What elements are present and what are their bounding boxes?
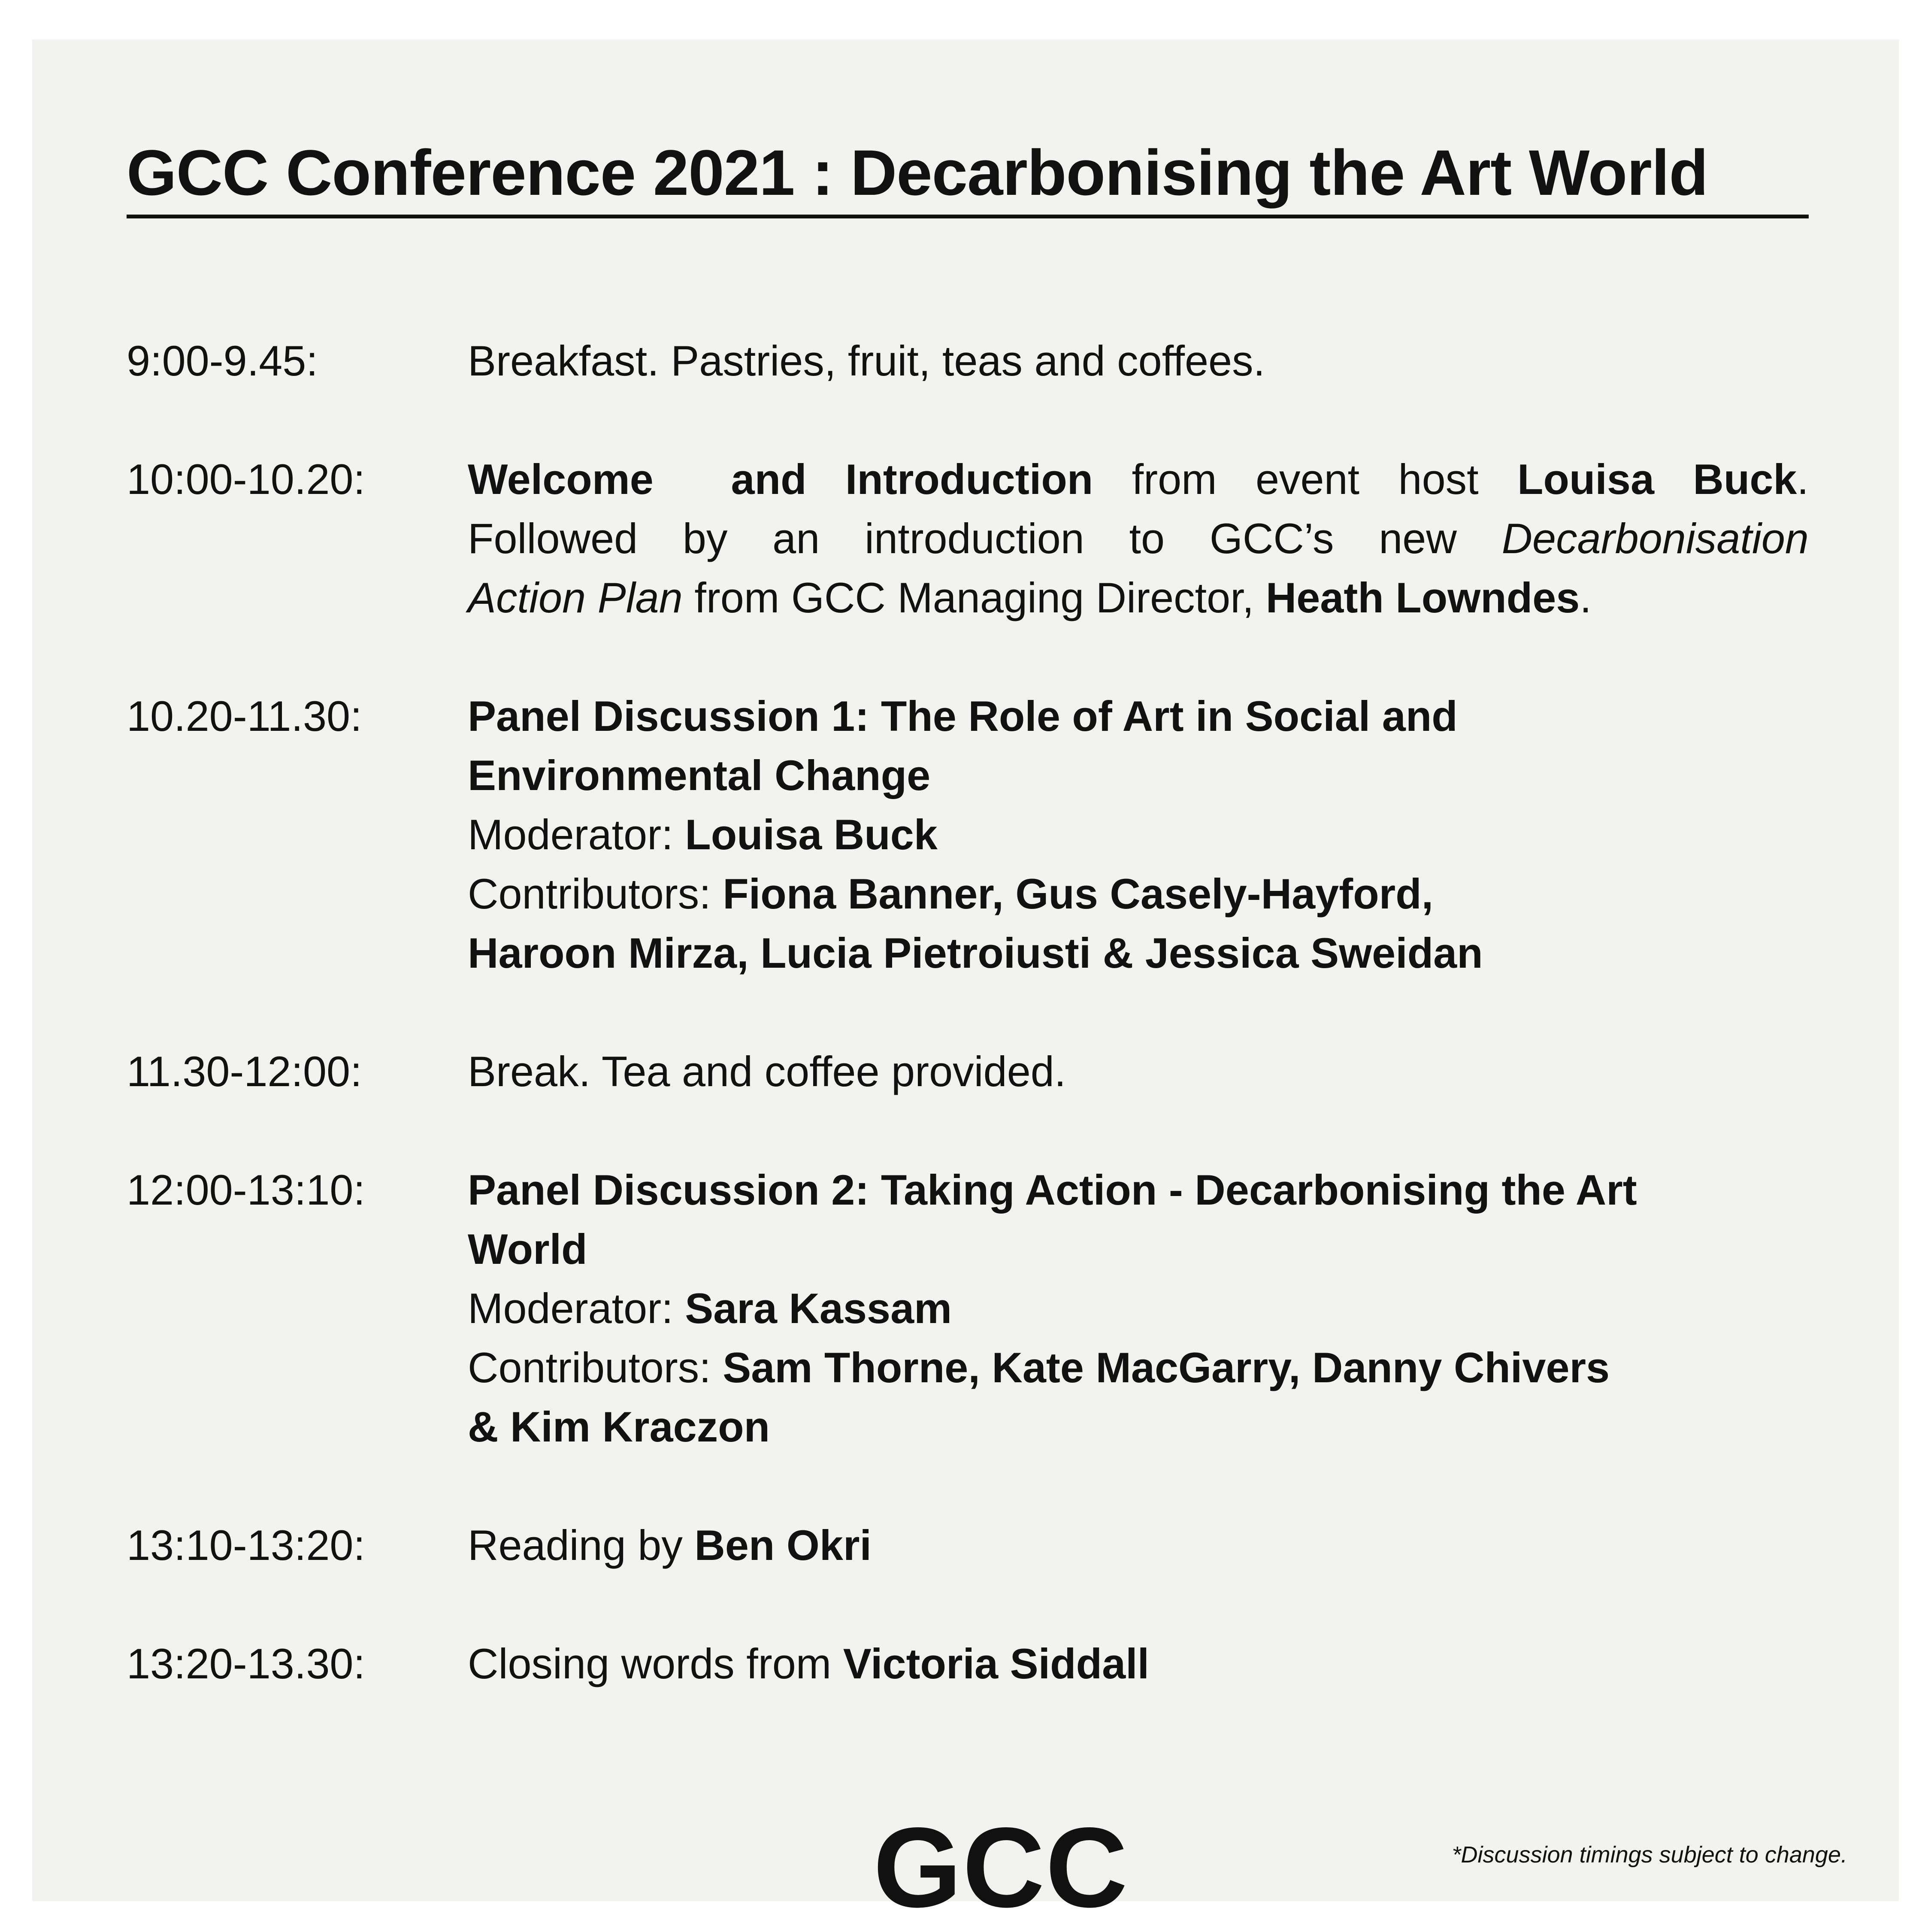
- agenda-item-panel-1: [127, 687, 1809, 983]
- description-line: [468, 805, 1809, 864]
- agenda-description: [468, 1042, 1809, 1101]
- agenda-item-panel-2: [127, 1160, 1809, 1457]
- description-text: Break. Tea and coffee provided.: [468, 1048, 1066, 1095]
- description-line: [468, 1516, 1809, 1575]
- agenda-item-closing: [127, 1634, 1809, 1693]
- description-line: [468, 1397, 1809, 1457]
- role-label: Moderator:: [468, 1284, 685, 1332]
- role-label: Moderator:: [468, 811, 685, 858]
- description-line: [468, 1220, 1809, 1279]
- role-label: Contributors:: [468, 1344, 723, 1391]
- agenda-time: 10.20-11.30:: [127, 692, 362, 740]
- agenda-time: 9:00-9.45:: [127, 337, 318, 385]
- description-line: [468, 509, 1809, 568]
- agenda-description: [468, 331, 1809, 391]
- description-line: [468, 1338, 1809, 1397]
- title-divider: [127, 215, 1809, 218]
- description-line: [468, 568, 1809, 627]
- agenda-time: 11.30-12:00:: [127, 1048, 362, 1095]
- agenda-description: [468, 687, 1809, 983]
- agenda-card: [32, 39, 1899, 1931]
- description-line: [468, 1160, 1809, 1220]
- description-line: [468, 864, 1809, 924]
- description-text: Reading by: [468, 1521, 695, 1569]
- agenda-item-break: [127, 1042, 1809, 1101]
- session-title: World: [468, 1225, 587, 1273]
- description-text: .: [1580, 574, 1592, 621]
- description-line: [468, 687, 1809, 746]
- plan-title: Decarbonisation: [1501, 515, 1809, 562]
- agenda-description: [468, 1516, 1809, 1575]
- agenda-description: [468, 1634, 1809, 1693]
- description-line: [468, 450, 1809, 509]
- description-line: [468, 1279, 1809, 1338]
- description-line: [468, 746, 1809, 805]
- session-title: Panel Discussion 1: The Role of Art in Social and: [468, 692, 1458, 740]
- contributor-names: Fiona Banner, Gus Casely-Hayford,: [723, 870, 1434, 918]
- session-title: Panel Discussion 2: Taking Action - Decarbonising the Art: [468, 1166, 1637, 1214]
- contributor-names: Sam Thorne, Kate MacGarry, Danny Chivers: [723, 1344, 1610, 1391]
- speaker-name: Heath Lowndes: [1265, 574, 1580, 621]
- description-line: [468, 1042, 1809, 1101]
- description-text: from GCC Managing Director,: [682, 574, 1266, 621]
- session-title: Welcome and Introduction: [468, 455, 1093, 503]
- description-text: from event host: [1093, 455, 1517, 503]
- agenda-item-breakfast: [127, 331, 1809, 391]
- timings-footnote: *Discussion timings subject to change.: [1452, 1842, 1847, 1868]
- session-title: Environmental Change: [468, 751, 931, 799]
- description-line: [468, 924, 1809, 983]
- gcc-logo: GCC: [873, 1804, 1129, 1931]
- moderator-name: Louisa Buck: [685, 811, 938, 858]
- agenda-item-reading: [127, 1516, 1809, 1575]
- agenda-time: 12:00-13:10:: [127, 1166, 365, 1214]
- agenda-list: [127, 331, 1809, 1693]
- agenda-item-welcome: [127, 450, 1809, 627]
- description-text: Closing words from: [468, 1640, 843, 1687]
- plan-title: Action Plan: [468, 574, 683, 621]
- agenda-time: 13:20-13.30:: [127, 1640, 365, 1687]
- agenda-description: [468, 450, 1809, 627]
- speaker-name: Victoria Siddall: [843, 1640, 1150, 1687]
- description-line: [468, 1634, 1809, 1693]
- agenda-time: 13:10-13:20:: [127, 1521, 365, 1569]
- agenda-description: [468, 1160, 1809, 1457]
- speaker-name: Ben Okri: [694, 1521, 872, 1569]
- speaker-name: Louisa Buck: [1517, 455, 1797, 503]
- description-line: [468, 331, 1809, 391]
- contributor-names: Haroon Mirza, Lucia Pietroiusti & Jessica Sweidan: [468, 929, 1483, 977]
- description-text: Followed by an introduction to GCC’s new: [468, 515, 1502, 562]
- contributor-names: & Kim Kraczon: [468, 1403, 770, 1451]
- description-text: Breakfast. Pastries, fruit, teas and coffees.: [468, 337, 1265, 385]
- moderator-name: Sara Kassam: [685, 1284, 952, 1332]
- description-text: .: [1797, 455, 1809, 503]
- page-title: GCC Conference 2021 : Decarbonising the Art World: [127, 136, 1708, 209]
- role-label: Contributors:: [468, 870, 723, 918]
- agenda-time: 10:00-10.20:: [127, 455, 365, 503]
